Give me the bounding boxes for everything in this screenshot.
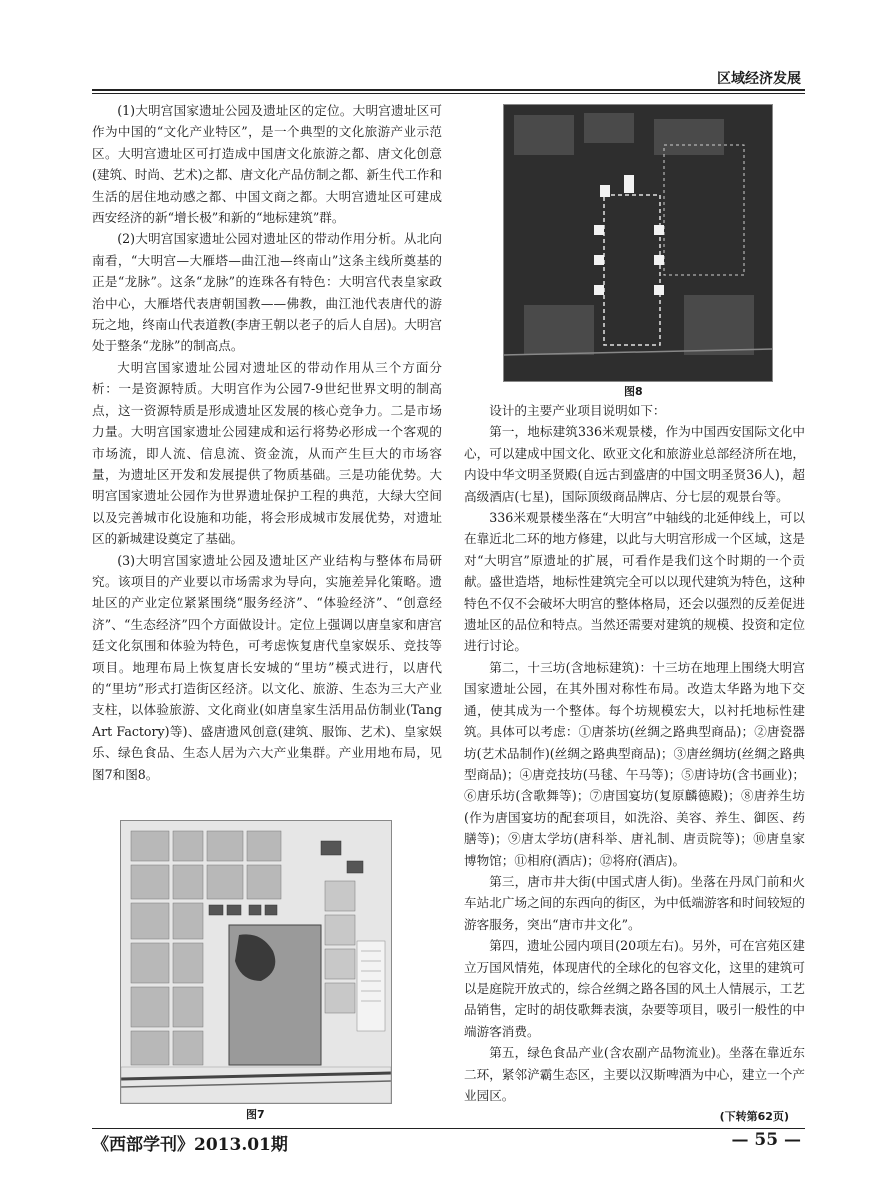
header-rule-thin — [92, 93, 805, 94]
footer-rule — [92, 1128, 805, 1129]
paragraph: 第一，地标建筑336米观景楼，作为中国西安国际文化中心，可以建成中国文化、欧亚文化和旅游业总部经济所在地，内设中华文明圣贤殿(自远古到盛唐的中国文明圣贤36人)，超高级酒店(七星)，国际顶级商品牌店、分七层的观景台等。 — [464, 424, 805, 504]
paragraph: 第三，唐市井大街(中国式唐人街)。坐落在丹凤门前和火车站北广场之间的东西向的街区，为中低端游客和时间较短的游客服务，突出“唐市井文化”。 — [464, 873, 805, 932]
header-rule — [92, 89, 805, 91]
paragraph: (2)大明宫国家遗址公园对遗址区的带动作用分析。从北向南看，“大明宫—大雁塔—曲江池—终南山”这条主线所奠基的正是“龙脉”。这条“龙脉”的连珠各有特色：大明宫代表皇家政治中心，大雁塔代表唐朝国教——佛教，曲江池代表唐代的游玩之地，终南山代表道教(李唐王朝以老子的后人自居)。大明宫处于整条“龙脉”的制高点。 — [92, 231, 442, 354]
figure-8-caption: 图8 — [624, 385, 643, 398]
urban-layout-map-image — [121, 821, 391, 1103]
paragraph: 第四，遗址公园内项目(20项左右)。另外，可在宫苑区建立万国风情苑，体现唐代的全球化的包容文化，这里的建筑可以是庭院开放式的，综合丝绸之路各国的风土人情展示，工艺品销售，定时的胡伎歌舞表演，杂要等项目，吸引一般性的中端游客消费。 — [464, 938, 805, 1039]
paragraph: 第五，绿色食品产业(含农副产品物流业)。坐落在靠近东二环，紧邻浐霸生态区，主要以汉斯啤酒为中心，建立一个产业园区。 — [464, 1045, 805, 1103]
figure-7-caption: 图7 — [246, 1108, 265, 1121]
paragraph: 大明宫国家遗址公园对遗址区的带动作用从三个方面分析：一是资源特质。大明宫作为公园7-9世纪世界文明的制高点，这一资源特质是形成遗址区发展的核心竞争力。二是市场力量。大明宫国家遗址公园建成和运行将势必形成一个客观的市场流，即人流、信息流、资金流，从而产生巨大的市场容量，为遗址区开发和发展提供了物质基础。三是功能优势。大明宫国家遗址公园作为世界遗址保护工程的典范，大绿大空间以及完善城市化设施和功能，将会形成城市发展优势，对遗址区的新城建设奠定了基础。 — [92, 359, 442, 547]
page-number: — 55 — — [731, 1130, 801, 1150]
right-column — [464, 400, 805, 1106]
journal-name: 《西部学刊》2013.01期 — [92, 1135, 288, 1155]
figure-8-aerial — [503, 104, 773, 382]
figure-7-map — [120, 820, 392, 1104]
aerial-photo-image — [504, 105, 772, 381]
paragraph: 第二，十三坊(含地标建筑)：十三坊在地理上围绕大明宫国家遗址公园，在其外围对称性布局。改造太华路为地下交通，使其成为一个整体。每个坊规模宏大，以衬托地标性建筑。具体可以考虑：①唐茶坊(丝绸之路典型商品)；②唐瓷器坊(艺术品制作)(丝绸之路典型商品)；③唐丝绸坊(丝绸之路典型商品)；④唐竞技坊(马毬、午马等)；⑤唐诗坊(含书画业)；⑥唐乐坊(含歌舞等)；⑦唐国宴坊(复原麟德殿)；⑧唐养生坊(作为唐国宴坊的配套项目，如洗浴、美容、养生、御医、药膳等)；⑨唐太学坊(唐科举、唐礼制、唐贡院等)；⑩唐皇家博物馆；⑪相府(酒店)；⑫将府(酒店)。 — [464, 659, 805, 868]
header-section-title: 区域经济发展 — [717, 71, 801, 87]
paragraph: (3)大明宫国家遗址公园及遗址区产业结构与整体布局研究。该项目的产业要以市场需求为导向，实施差异化策略。遗址区的产业定位紧紧围绕“服务经济”、“体验经济”、“创意经济”、“生态经济”四个方面做设计。定位上强调以唐皇家和唐宫廷文化氛围和体验为特色，可考虑恢复唐代皇家娱乐、竞技等项目。地理布局上恢复唐长安城的“里坊”模式进行，以唐代的“里坊”形式打造街区经济。以文化、旅游、生态为三大产业支柱，以体验旅游、文化商业(如唐皇家生活用品仿制业(Tang Art Factory)等)、盛唐遗风创意(建筑、服饰、艺术)、皇家娱乐、绿色食品、生态人居为六大产业集群。产业用地布局，见图7和图8。 — [92, 552, 442, 782]
paragraph: (1)大明宫国家遗址公园及遗址区的定位。大明宫遗址区可作为中国的“文化产业特区”，是一个典型的文化旅游产业示范区。大明宫遗址区可打造成中国唐文化旅游之都、唐文化创意(建筑、时尚、艺术)之都、唐文化产品仿制之都、新生代工作和生活的居住地动感之都、中国文商之都。大明宫遗址区可建成西安经济的新“增长极”和新的“地标建筑”群。 — [92, 103, 442, 226]
paragraph: 336米观景楼坐落在“大明宫”中轴线的北延伸线上，可以在靠近北二环的地方修建，以此与大明宫形成一个区域，这是对“大明宫”原遗址的扩展，可看作是我们这个时期的一个贡献。盛世造塔，地标性建筑完全可以以现代建筑为特色，这种特色不仅不会破坏大明宫的整体格局，还会以强烈的反差促进遗址区的品位和特点。当然还需要对建筑的规模、投资和定位进行讨论。 — [464, 510, 805, 654]
paragraph: 设计的主要产业项目说明如下： — [489, 403, 666, 418]
left-column — [92, 100, 442, 785]
continued-note: (下转第62页) — [719, 1110, 789, 1123]
